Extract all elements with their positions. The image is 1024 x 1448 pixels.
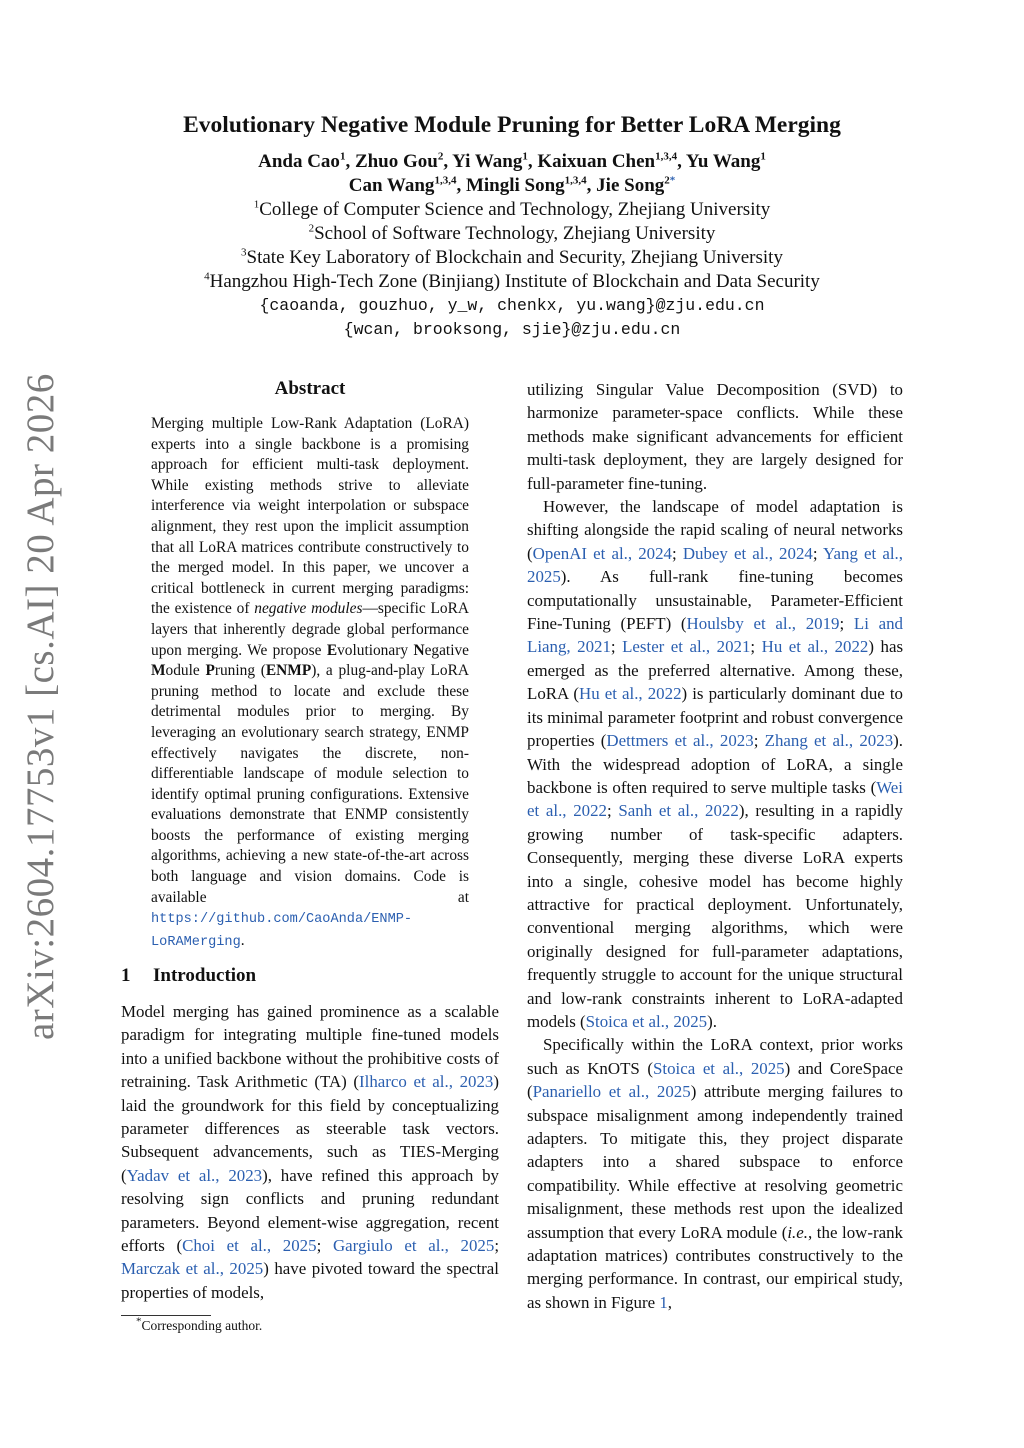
text-run: ; xyxy=(672,543,683,563)
text-run: ) and CoreSpace ( xyxy=(527,1058,903,1102)
author-name: Jie Song xyxy=(596,175,665,196)
text-run: ) attribute merging failures to subspace misalignment among independently trained adapters. To mitigate this, they project disparate adapters into a shared subspace to enforce compatibility. While effective at resolving geometric misalignment, these methods rest upon the idealized assumption that every LoRA module ( xyxy=(527,1082,903,1242)
text-run: , xyxy=(667,1292,672,1312)
citation-link[interactable]: Hu et al., 2022 xyxy=(761,637,869,657)
text-run: egative xyxy=(424,641,469,659)
text-run: —specific LoRA layers that inherently degrade global performance upon merging. We propose xyxy=(151,600,469,659)
paragraph xyxy=(527,1033,903,1314)
citation-link[interactable]: Hu et al., 2022 xyxy=(579,684,682,704)
italic-text: negative modules xyxy=(254,600,363,618)
abstract-body xyxy=(151,414,469,953)
affiliation-number: 4 xyxy=(204,270,210,283)
text-run: ), a plug-and-play LoRA pruning method to locate and exclude these detrimental modules prior to merging. By leveraging an evolutionary search strategy, ENMP effectively navigates the discrete, non-differentiable landscape of module selection to identify optimal pruning configurations. Extensive evaluations demonstrate that ENMP consistently boosts the performance of existing merging algorithms, achieving a new state-of-the-art across both language and vision domains. Code is available at xyxy=(151,662,470,906)
bold-text: E xyxy=(326,641,338,659)
author-separator: , xyxy=(456,175,466,196)
author-separator: , xyxy=(345,151,355,172)
corresponding-mark: * xyxy=(669,174,676,187)
citation-link[interactable]: Li and Liang, 2021 xyxy=(527,614,904,657)
affiliations xyxy=(0,198,1024,294)
author-name: Yu Wang xyxy=(685,151,761,172)
citation-link[interactable]: Stoica et al., 2025 xyxy=(653,1058,785,1078)
citation-link[interactable]: Wei et al., 2022 xyxy=(527,777,903,821)
bold-text: N xyxy=(413,641,425,659)
citation-link[interactable]: OpenAI et al., 2024 xyxy=(532,543,673,563)
affiliation-line xyxy=(0,270,1024,294)
code-url-link[interactable]: https://github.com/CaoAnda/ENMP-LoRAMerging xyxy=(151,912,413,950)
author-separator: , xyxy=(443,151,453,172)
author-affil-mark: 1 xyxy=(522,150,528,163)
abstract-heading: Abstract xyxy=(274,378,346,399)
author-name: Zhuo Gou xyxy=(354,151,438,172)
author-affil-mark: 1,3,4 xyxy=(564,174,587,187)
paper-title: Evolutionary Negative Module Pruning for Better LoRA Merging xyxy=(183,112,841,138)
affiliation-number: 3 xyxy=(241,246,247,259)
affiliation-line xyxy=(0,246,1024,270)
text-run: odule xyxy=(165,662,206,680)
citation-link[interactable]: Panariello et al., 2025 xyxy=(532,1082,691,1102)
bold-text: ENMP xyxy=(265,662,312,680)
citation-link[interactable]: Sanh et al., 2022 xyxy=(618,801,739,821)
authors-line-2 xyxy=(0,174,1024,198)
text-run: runing ( xyxy=(214,662,266,680)
footnote-rule xyxy=(121,1315,211,1316)
introduction-body xyxy=(121,1000,499,1304)
citation-link[interactable]: Yadav et al., 2023 xyxy=(126,1165,263,1185)
author-separator: , xyxy=(677,151,686,172)
citation-link[interactable]: Stoica et al., 2025 xyxy=(585,1011,708,1031)
author-affil-mark: 1 xyxy=(339,150,346,163)
section-heading-introduction xyxy=(121,965,256,987)
author-affil-mark: 2 xyxy=(664,174,670,187)
text-run: ), have refined this approach by resolving sign conflicts and pruning redundant parameters. Beyond element-wise aggregation, recent efforts ( xyxy=(121,1165,499,1256)
text-run: ; xyxy=(606,801,619,821)
authors-line-1 xyxy=(0,150,1024,174)
affiliation-text: State Key Laboratory of Blockchain and Security, Zhejiang University xyxy=(246,247,783,268)
text-run: ; xyxy=(316,1236,333,1256)
text-run: Model merging has gained prominence as a scalable paradigm for integrating multiple fine-tuned models into a unified backbone without the prohibitive costs of retraining. Task Arithmetic (TA) ( xyxy=(121,1002,499,1092)
text-run: Specifically within the LoRA context, prior works such as KnOTS ( xyxy=(527,1035,903,1078)
text-run: ) have pivoted toward the spectral properties of models, xyxy=(121,1259,499,1302)
paper-header xyxy=(0,112,1024,342)
citation-link[interactable]: Ilharco et al., 2023 xyxy=(359,1072,494,1092)
citation-link[interactable]: Lester et al., 2021 xyxy=(622,637,751,657)
text-run: volutionary xyxy=(337,641,414,659)
arxiv-side-stamp: arXiv:2604.17753v1 [cs.AI] 20 Apr 2026 xyxy=(19,373,62,1040)
author-separator: , xyxy=(527,151,538,172)
citation-link[interactable]: Choi et al., 2025 xyxy=(182,1236,317,1256)
citation-link[interactable]: Dubey et al., 2024 xyxy=(682,543,813,563)
author-name: Can Wang xyxy=(348,175,435,196)
affiliation-text: Hangzhou High-Tech Zone (Binjiang) Institute of Blockchain and Data Security xyxy=(209,271,820,292)
author-affil-mark: 2 xyxy=(437,150,444,163)
section-number: 1 xyxy=(121,965,131,986)
affiliation-line xyxy=(0,198,1024,222)
affiliation-number: 2 xyxy=(308,222,315,235)
paragraph xyxy=(527,378,903,495)
author-name: Yi Wang xyxy=(452,151,523,172)
text-run: utilizing Singular Value Decomposition (SVD) to harmonize parameter-space conflicts. While these methods make significant advancements for efficient multi-task deployment, they are largely designed for full-parameter fine-tuning. xyxy=(527,380,903,493)
text-run: , the low-rank adaptation matrices) contributes constructively to the merging performance. In contrast, our empirical study, as shown in Figure xyxy=(527,1222,904,1312)
citation-link[interactable]: Marczak et al., 2025 xyxy=(121,1259,264,1279)
right-column xyxy=(527,378,903,1314)
text-run: ; xyxy=(812,543,824,563)
author-separator: , xyxy=(586,175,597,196)
citation-link[interactable]: Yang et al., 2025 xyxy=(527,543,903,587)
affiliation-text: School of Software Technology, Zhejiang University xyxy=(314,223,716,244)
footnote-text: Corresponding author. xyxy=(141,1318,263,1333)
citation-link[interactable]: Dettmers et al., 2023 xyxy=(606,731,754,751)
text-run: ) laid the groundwork for this field by conceptualizing parameter differences as steerable task vectors. Subsequent advancements, such as TIES-Merging ( xyxy=(121,1072,499,1185)
author-name: Kaixuan Chen xyxy=(537,151,656,172)
author-name: Mingli Song xyxy=(465,175,565,196)
text-run: ) is particularly dominant due to its minimal parameter footprint and robust convergence properties ( xyxy=(527,684,903,751)
author-name: Anda Cao xyxy=(258,151,340,172)
citation-link[interactable]: Zhang et al., 2023 xyxy=(764,731,894,751)
text-run: ), resulting in a rapidly growing number of task-specific adapters. Consequently, merging these diverse LoRA experts into a single, cohesive model has become highly attractive for practical deployment. Unfortunately, conventional merging algorithms, which were originally designed for full-parameter adaptations, frequently struggle to account for the unique structural and low-rank constraints inherent to LoRA-adapted models ( xyxy=(527,801,904,1031)
affiliation-text: College of Computer Science and Technology, Zhejiang University xyxy=(259,199,771,220)
author-affil-mark: 1,3,4 xyxy=(655,150,678,163)
text-run: ; xyxy=(753,731,765,751)
italic-text: i.e. xyxy=(787,1222,808,1242)
citation-link[interactable]: Houlsby et al., 2019 xyxy=(686,614,840,634)
author-affil-mark: 1 xyxy=(760,150,766,163)
citation-link[interactable]: Gargiulo et al., 2025 xyxy=(332,1236,495,1256)
email-line-1: {caoanda, gouzhuo, y_w, chenkx, yu.wang}@zju.edu.cn xyxy=(259,296,765,315)
paragraph xyxy=(527,495,903,1033)
author-affil-mark: 1,3,4 xyxy=(434,174,457,187)
bold-text: M xyxy=(151,662,166,680)
citation-link[interactable]: 1 xyxy=(659,1292,668,1312)
bold-text: P xyxy=(205,662,215,680)
text-run: ; xyxy=(750,637,762,657)
text-run: ; xyxy=(494,1236,500,1256)
footnote xyxy=(136,1315,263,1334)
text-run: ; xyxy=(839,614,854,634)
text-run: ). As full-rank fine-tuning becomes computationally unsustainable, Parameter-Efficient Fine-Tuning (PEFT) ( xyxy=(527,567,903,634)
text-run: ) has emerged as the preferred alternative. Among these, LoRA ( xyxy=(527,637,904,704)
section-title: Introduction xyxy=(153,965,257,986)
text-run: ; xyxy=(610,637,623,657)
text-run: ). With the widespread adoption of LoRA, a single backbone is often required to serve multiple tasks ( xyxy=(527,731,904,797)
text-run: ). xyxy=(707,1011,717,1031)
text-run: However, the landscape of model adaptation is shifting alongside the rapid scaling of neural networks ( xyxy=(527,497,903,563)
text-run: Merging multiple Low-Rank Adaptation (LoRA) experts into a single backbone is a promising approach for efficient multi-task deployment. While existing methods strive to alleviate interference via weight interpolation or subspace alignment, they rest upon the implicit assumption that all LoRA matrices contribute constructively to the merged model. In this paper, we uncover a critical bottleneck in current merging paradigms: the existence of xyxy=(151,415,469,618)
affiliation-number: 1 xyxy=(253,198,260,211)
text-run: . xyxy=(240,931,245,949)
footnote-mark: * xyxy=(136,1315,142,1328)
affiliation-line xyxy=(0,222,1024,246)
email-line-2: {wcan, brooksong, sjie}@zju.edu.cn xyxy=(343,320,681,339)
